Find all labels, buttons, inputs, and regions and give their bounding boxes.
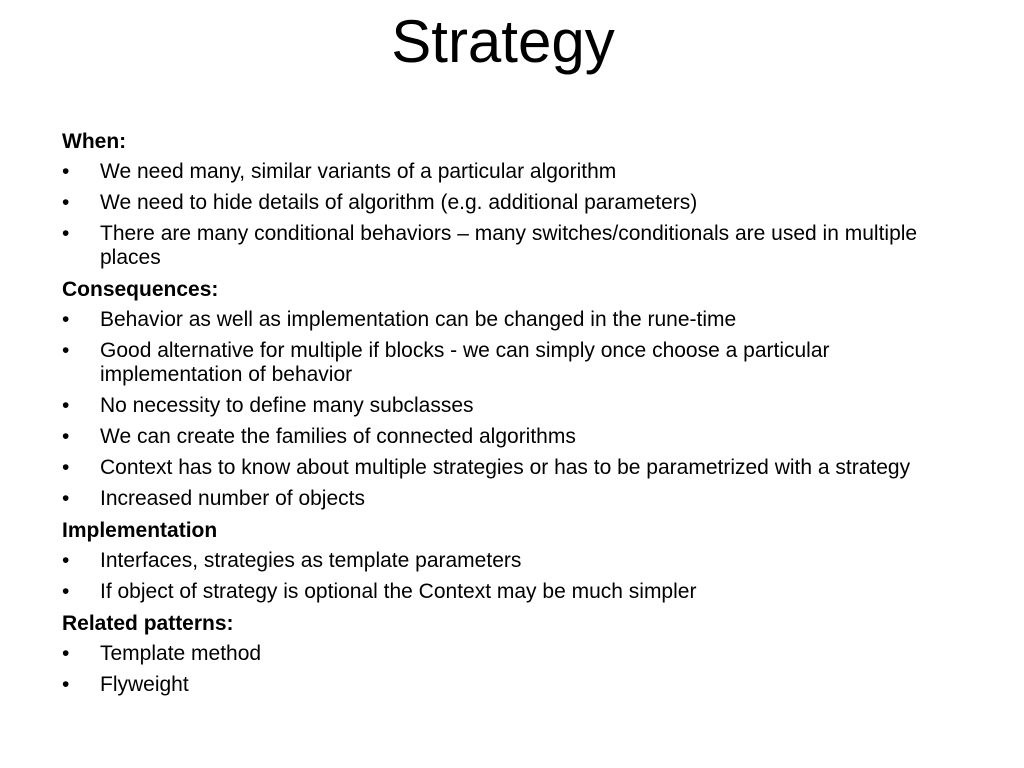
bullet-text: Template method: [100, 642, 262, 665]
bullet-item: [62, 642, 962, 666]
bullet-text: We can create the families of connected algorithms: [100, 425, 576, 448]
slide-body: [62, 129, 962, 704]
bullet-text: We need many, similar variants of a particular algorithm: [100, 160, 617, 183]
bullet-item: [62, 456, 962, 480]
bullet-list: [62, 308, 962, 511]
section-when: [62, 129, 962, 270]
bullet-icon: •: [62, 339, 70, 362]
section-consequences: [62, 277, 962, 511]
bullet-text: Interfaces, strategies as template parameters: [100, 549, 522, 572]
bullet-item: [62, 191, 962, 215]
bullet-text: If object of strategy is optional the Context may be much simpler: [100, 580, 697, 603]
bullet-icon: •: [62, 456, 70, 479]
bullet-icon: •: [62, 580, 70, 603]
bullet-icon: •: [62, 642, 70, 665]
bullet-list: [62, 549, 962, 604]
bullet-icon: •: [62, 673, 70, 696]
bullet-list: [62, 160, 962, 270]
section-heading: When:: [62, 130, 127, 153]
bullet-text: Good alternative for multiple if blocks - we can simply once choose a particular implementation of behavior: [100, 339, 830, 386]
bullet-icon: •: [62, 487, 70, 510]
bullet-icon: •: [62, 308, 70, 331]
bullet-item: [62, 673, 962, 697]
bullet-text: Flyweight: [100, 673, 189, 696]
bullet-item: [62, 549, 962, 573]
bullet-list: [62, 642, 962, 697]
section-heading: Implementation: [62, 519, 218, 542]
bullet-text: Context has to know about multiple strategies or has to be parametrized with a strategy: [100, 456, 911, 479]
slide-title: Strategy: [391, 8, 615, 75]
bullet-item: [62, 222, 962, 270]
bullet-icon: •: [62, 549, 70, 572]
bullet-icon: •: [62, 394, 70, 417]
bullet-text: No necessity to define many subclasses: [100, 394, 474, 417]
bullet-item: [62, 339, 962, 387]
bullet-text: Increased number of objects: [100, 487, 365, 510]
bullet-item: [62, 308, 962, 332]
bullet-item: [62, 425, 962, 449]
bullet-icon: •: [62, 191, 70, 214]
section-related-patterns: [62, 611, 962, 697]
section-heading: Related patterns:: [62, 612, 234, 635]
bullet-item: [62, 580, 962, 604]
bullet-item: [62, 160, 962, 184]
bullet-icon: •: [62, 425, 70, 448]
bullet-icon: •: [62, 160, 70, 183]
bullet-text: We need to hide details of algorithm (e.g. additional parameters): [100, 191, 698, 214]
bullet-text: There are many conditional behaviors – many switches/conditionals are used in multiple places: [100, 222, 918, 269]
section-implementation: [62, 518, 962, 604]
bullet-item: [62, 394, 962, 418]
bullet-item: [62, 487, 962, 511]
bullet-icon: •: [62, 222, 70, 245]
section-heading: Consequences:: [62, 278, 219, 301]
bullet-text: Behavior as well as implementation can be changed in the rune-time: [100, 308, 737, 331]
